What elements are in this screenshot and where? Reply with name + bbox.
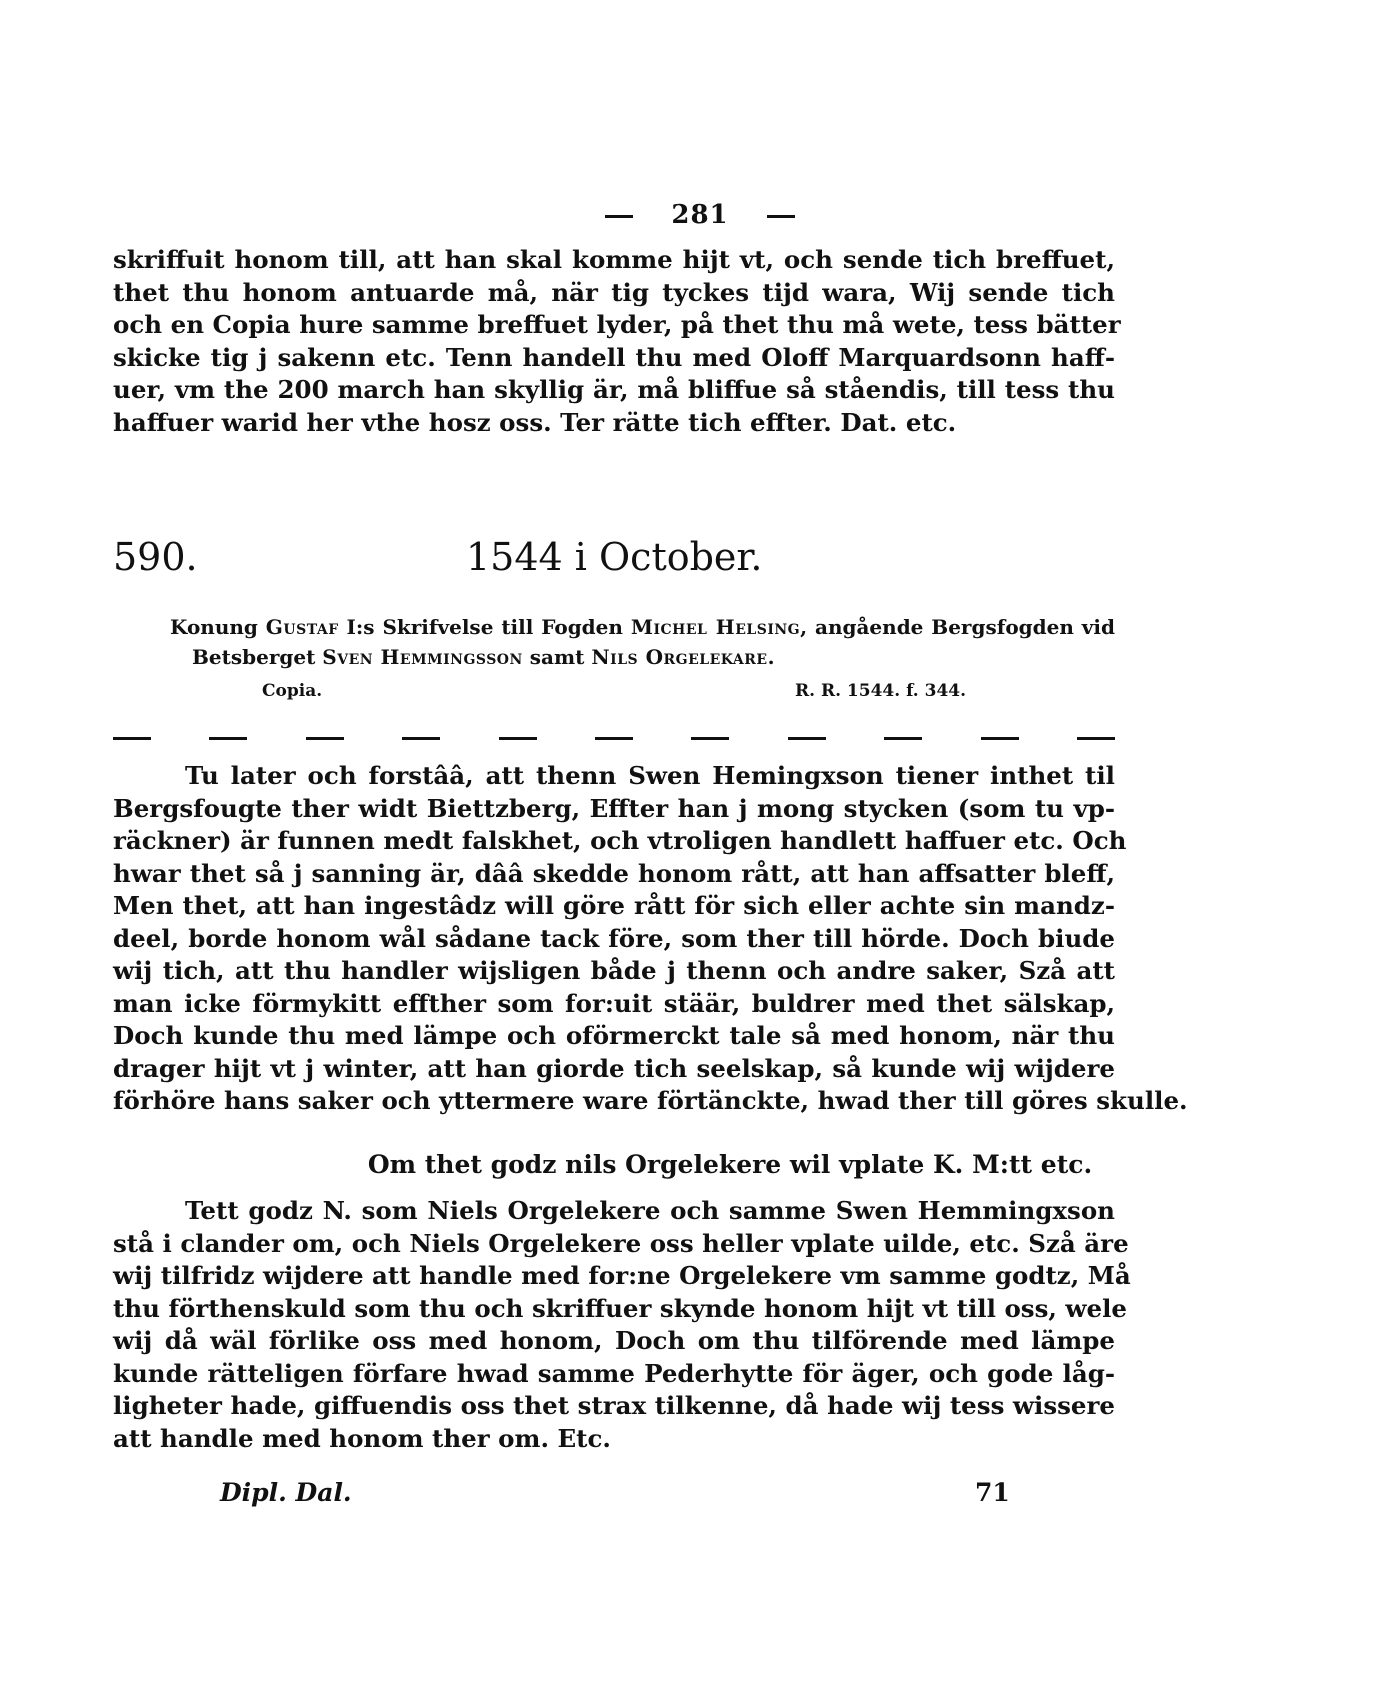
dash (499, 737, 537, 740)
page-header (0, 200, 1400, 230)
header-dash-left (605, 215, 633, 218)
document-summary (170, 612, 1115, 672)
person-name: Michel Helsing (630, 615, 801, 639)
paragraph-continuation (113, 244, 1121, 439)
dash (884, 737, 922, 740)
text-line: förhöre hans saker och yttermere ware förtänckte, hwad ther till göres skulle. (113, 1086, 1188, 1115)
text-line: kunde rätteligen förfare hwad samme Pederhytte för äger, och gode låg- (113, 1358, 1115, 1388)
text-line: Men thet, att han ingestâdz will göre rått för sich eller achte sin mandz- (113, 891, 1115, 920)
dash (209, 737, 247, 740)
text-line: deel, borde honom wål sådane tack före, som ther till hörde. Doch biude (113, 923, 1115, 953)
text-line: skriffuit honom till, att han skal komme hijt vt, och sende tich breffuet, (113, 245, 1115, 274)
dash (1077, 737, 1115, 740)
paragraph-main (113, 760, 1188, 1118)
text-line: thu förthenskuld som thu och skriffuer skynde honom hijt vt till oss, wele (113, 1293, 1127, 1323)
dash (306, 737, 344, 740)
dash (981, 737, 1019, 740)
summary-line-1: Konung Gustaf I:s Skrifvelse till Fogden Michel Helsing, angående Bergsfogden vid (170, 615, 1115, 639)
text-line: Tett godz N. som Niels Orgelekere och samme Swen Hemmingxson (185, 1196, 1115, 1225)
text-line: drager hijt vt j winter, att han giorde tich seelskap, så kunde wij wijdere (113, 1053, 1115, 1083)
text-line: och en Copia hure samme breffuet lyder, på thet thu må wete, tess bätter (113, 310, 1121, 339)
text-line: wij då wäl förlike oss med honom, Doch om thu tilförende med lämpe (113, 1326, 1115, 1355)
dash (691, 737, 729, 740)
text-line: ligheter hade, giffuendis oss thet strax tilkenne, då hade wij tess wissere (113, 1391, 1115, 1420)
summary-line-2: Betsberget Sven Hemmingsson samt Nils Orgelekare. (192, 645, 775, 669)
dash (402, 737, 440, 740)
text-line: wij tilfridz wijdere att handle med for:ne Orgelekere vm samme godtz, Må (113, 1261, 1131, 1290)
text-line: hwar thet så j sanning är, dââ skedde honom rått, att han affsatter bleff, (113, 858, 1115, 888)
person-name: Nils Orgelekare (591, 645, 768, 669)
text-line: räckner) är funnen medt falskhet, och vtroligen handlett haffuer etc. Och (113, 826, 1127, 855)
text-line: Bergsfougte ther widt Biettzberg, Effter han j mong stycken (som tu vp- (113, 793, 1115, 823)
text-line: Tu later och forstââ, att thenn Swen Hemingxson tiener inthet til (185, 761, 1115, 790)
text-line: stå i clander om, och Niels Orgelekere oss heller vplate uilde, etc. Szå äre (113, 1228, 1129, 1258)
text-line: haffuer warid her vthe hosz oss. Ter rätte tich effter. Dat. etc. (113, 407, 957, 437)
text-line: man icke förmykitt effther som for:uit stäär, buldrer med thet sälskap, (113, 988, 1115, 1018)
dash (595, 737, 633, 740)
source-copy-label: Copia. (262, 681, 323, 701)
source-reference: R. R. 1544. f. 344. (795, 681, 967, 701)
text-line: wij tich, att thu handler wijsligen både j thenn och andre saker, Szå att (113, 956, 1115, 985)
dash (788, 737, 826, 740)
paragraph-final (113, 1195, 1131, 1455)
text-line: Doch kunde thu med lämpe och oförmerckt tale så med honom, när thu (113, 1021, 1115, 1050)
text-line: skicke tig j sakenn etc. Tenn handell thu med Oloff Marquardsonn haff- (113, 342, 1115, 372)
footer-signature: Dipl. Dal. (220, 1478, 352, 1507)
dashed-separator (113, 737, 1115, 740)
header-dash-right (767, 215, 795, 218)
text-line: att handle med honom ther om. Etc. (113, 1423, 611, 1453)
document-number: 590. (113, 535, 198, 579)
text-line: uer, vm the 200 march han skyllig är, må bliffue så ståendis, till tess thu (113, 375, 1115, 404)
dash (113, 737, 151, 740)
page-number: 281 (671, 200, 729, 230)
person-name: Sven Hemmingsson (322, 645, 523, 669)
person-name: Gustaf (265, 615, 339, 639)
text-line: thet thu honom antuarde må, när tig tyckes tijd wara, Wij sende tich (113, 277, 1115, 307)
footer-sheet-number: 71 (975, 1478, 1010, 1507)
document-date: 1544 i October. (466, 535, 763, 579)
section-subheading: Om thet godz nils Orgelekere wil vplate K. M:tt etc. (367, 1150, 1093, 1179)
